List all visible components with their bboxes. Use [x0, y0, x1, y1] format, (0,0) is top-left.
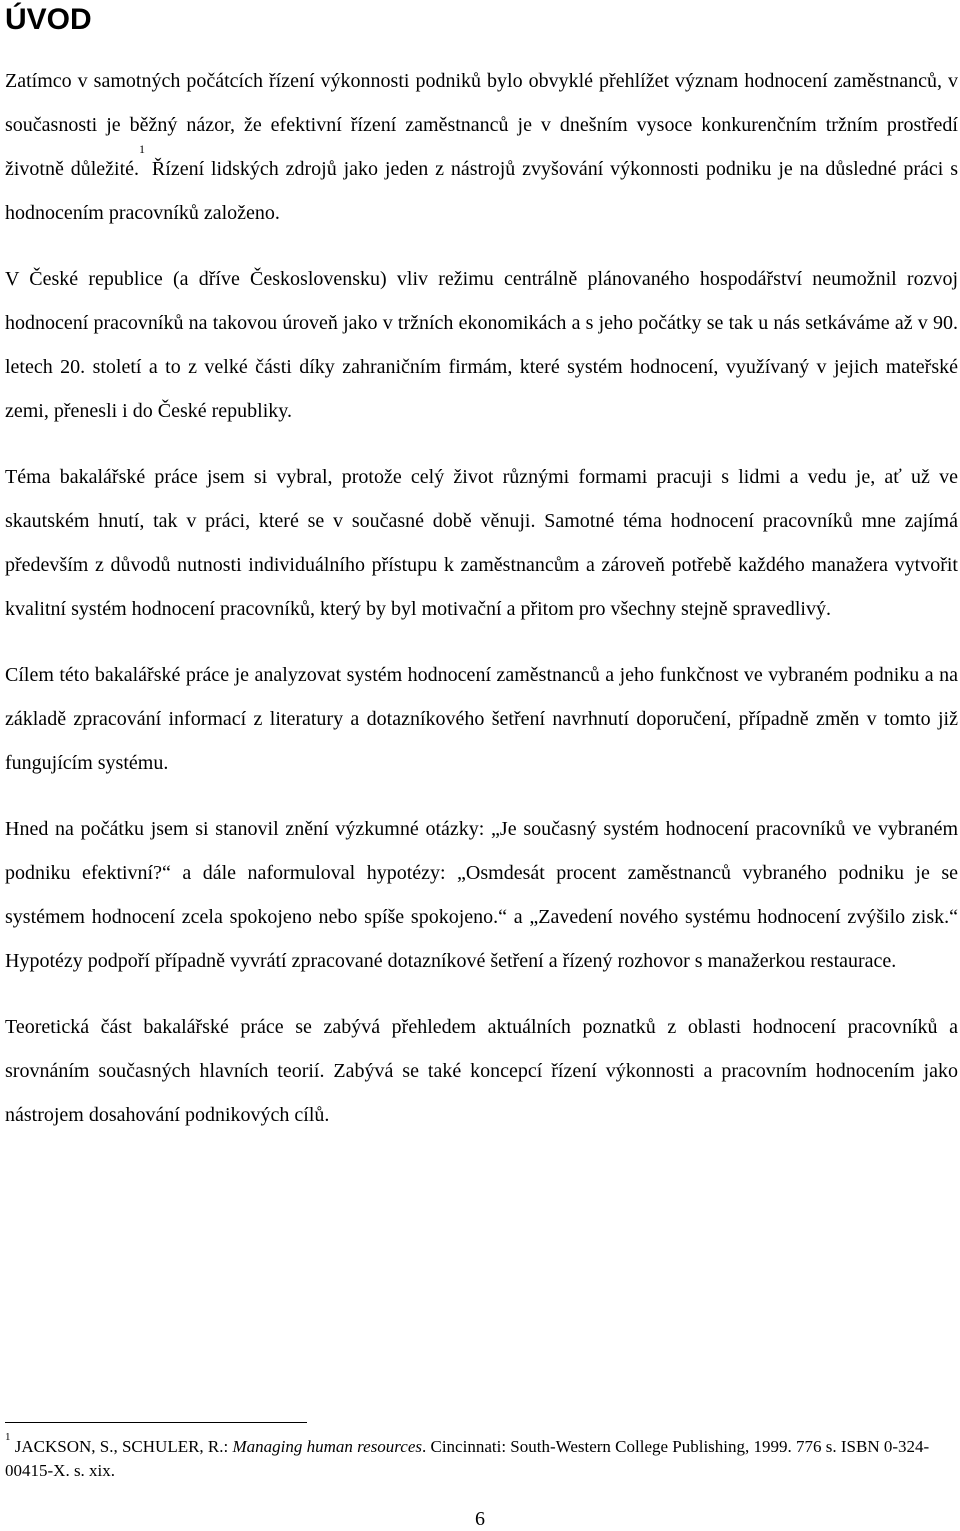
- paragraph-1-text: Zatímco v samotných počátcích řízení výkonnosti podniků bylo obvyklé přehlížet význam hodnocení zaměstnanců, v současnosti je běžný názor, že efektivní řízení zaměstnanců je v dnešním vysoce konkurenčním tržním prostředí životně důležité.: [5, 70, 958, 180]
- paragraph-6: Teoretická část bakalářské práce se zabývá přehledem aktuálních poznatků z oblasti hodnocení pracovníků a srovnáním současných hlavních teorií. Zabývá se také koncepcí řízení výkonnosti a pracovním hodnocením jako nástrojem dosahování podnikových cílů.: [5, 1016, 958, 1126]
- footnote-mark: 1: [5, 1431, 11, 1443]
- footnote-details: . Cincinnati: South-Western College Publishing, 1999. 776 s. ISBN 0-324-00415-X. s. xix.: [5, 1437, 930, 1480]
- paragraph-3: Téma bakalářské práce jsem si vybral, protože celý život různými formami pracuji s lidmi a vedu je, ať už ve skautském hnutí, tak v práci, které se v současné době věnuji. Samotné téma hodnocení pracovníků mne zajímá především z důvodů nutnosti individuálního přístupu k zaměstnancům a zároveň potřebě každého manažera vytvořit kvalitní systém hodnocení pracovníků, který by byl motivační a přitom pro všechny stejně spravedlivý.: [5, 466, 958, 620]
- footnote-separator: [5, 1422, 307, 1423]
- paragraph-2: V České republice (a dříve Československu) vliv režimu centrálně plánovaného hospodářství neumožnil rozvoj hodnocení pracovníků na takovou úroveň jako v tržních ekonomikách a s jeho počátky se tak u nás setkáváme až v 90. letech 20. století a to z velké části díky zahraničním firmám, které systém hodnocení, využívaný v jejich mateřské zemi, přenesli i do České republiky.: [5, 268, 958, 422]
- footnote-reference[interactable]: 1: [139, 142, 146, 156]
- body-text: [5, 59, 958, 1159]
- paragraph-5: Hned na počátku jsem si stanovil znění výzkumné otázky: „Je současný systém hodnocení pracovníků ve vybraném podniku efektivní?“ a dále naformuloval hypotézy: „Osmdesát procent zaměstnanců vybraného podniku je se systémem hodnocení zcela spokojeno nebo spíše spokojeno.“ a „Zavedení nového systému hodnocení zvýšilo zisk.“ Hypotézy podpoří případně vyvrátí zpracované dotazníkové šetření a řízený rozhovor s manažerkou restaurace.: [5, 818, 958, 972]
- footnote: [5, 1431, 945, 1483]
- paragraph-1: [5, 59, 958, 235]
- paragraph-4: Cílem této bakalářské práce je analyzovat systém hodnocení zaměstnanců a jeho funkčnost ve vybraném podniku a na základě zpracování informací z literatury a dotazníkového šetření navrhnutí doporučení, případně změn v tomto již fungujícím systému.: [5, 664, 958, 774]
- page-number: 6: [475, 1508, 485, 1530]
- paragraph-1-text-continued: Řízení lidských zdrojů jako jeden z nástrojů zvyšování výkonnosti podniku je na důsledné práci s hodnocením pracovníků založeno.: [5, 158, 958, 224]
- footnote-title: Managing human resources: [232, 1437, 422, 1456]
- footnote-author: JACKSON, S., SCHULER, R.:: [10, 1437, 233, 1456]
- chapter-heading: ÚVOD: [5, 3, 92, 36]
